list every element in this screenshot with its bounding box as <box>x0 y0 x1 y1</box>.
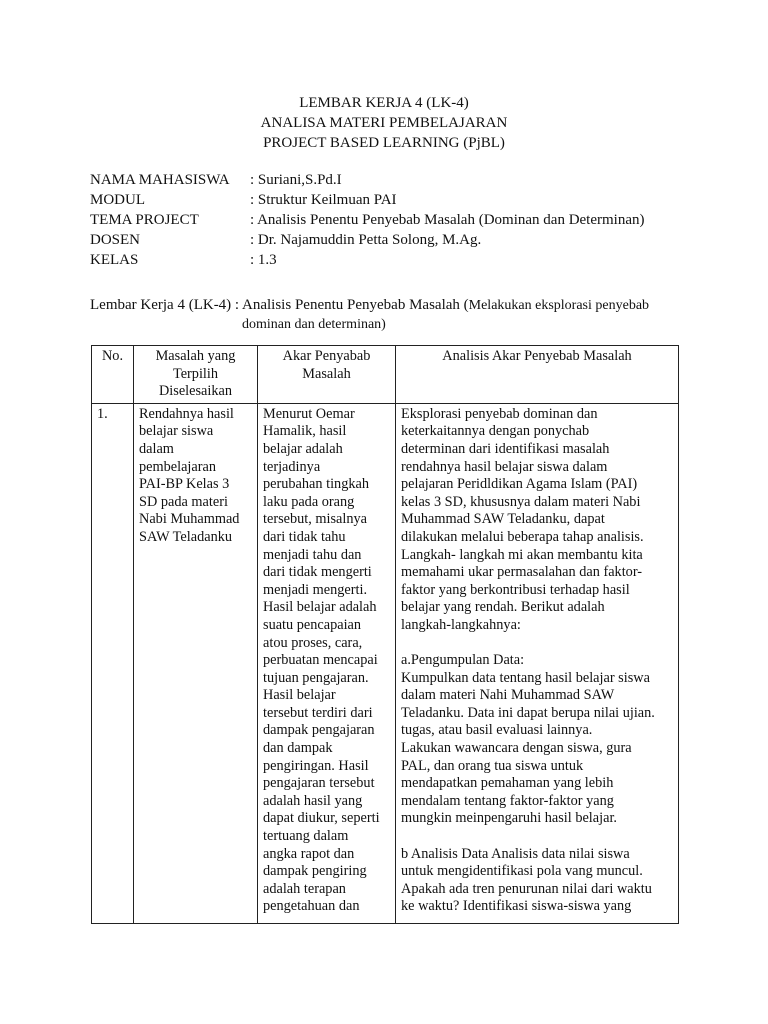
analysis-table <box>91 345 679 924</box>
info-value: : Analisis Penentu Penyebab Masalah (Dominan dan Determinan) <box>250 212 645 228</box>
doc-title-line3: PROJECT BASED LEARNING (PjBL) <box>263 135 505 151</box>
akar-text: Menurut Oemar Hamalik, hasil belajar adalah terjadinya perubahan tingkah laku pada orang tersebut, misalnya dari tidak tahu menjadi tahu dan dari tidak mengerti menjadi mengerti. Hasil belajar adalah suatu pencapaian atou proses, cara, perbuatan mencapai tujuan pengajaran. Hasil belajar tersebut terdiri dari dampak pengajaran dan dampak pengiringan. Hasil pengajaran tersebut adalah hasil yang dapat diukur, seperti tertuang dalam angka rapot dan dampak pengiring adalah terapan pengetahuan dan <box>263 405 380 915</box>
cell-analisis <box>396 403 679 923</box>
info-label: TEMA PROJECT <box>90 212 199 228</box>
header-analisis: Analisis Akar Penyebab Masalah <box>396 346 679 404</box>
header-akar: Akar Penyabab Masalah <box>258 346 396 404</box>
analisis-text: Eksplorasi penyebab dominan dan keterkaitannya dengan ponychab determinan dari identifikasi masalah rendahnya hasil belajar siswa dalam pelajaran Peridldikan Agama Islam (PAI) kelas 3 SD, khususnya dalam materi Nabi Muhammad SAW Teladanku, dapat dilakukan melalui beberapa tahap analisis. Langkah- langkah mi akan membantu kita memahami ukar permasalahan dan faktor- faktor yang berkontribusi terhadap hasil belajar yang rendah. Berikut adalah langkah-langkahnya: a.Pengumpulan Data: Kumpulkan data tentang hasil belajar siswa dalam materi Nahi Muhammad SAW Teladanku. Data ini dapat berupa nilai ujian. tugas, atau basil evaluasi lainnya. Lakukan wawancara dengan siswa, gura PAL, dan orang tua siswa untuk mendapatkan pemahaman yang lebih mendalam tentang faktor-faktor yang mungkin meinpengaruhi hasil belajar. b Analisis Data Analisis data nilai siswa untuk mengidentifikasi pola vang muncul. Apakah ada tren penurunan nilai dari waktu ke waktu? Identifikasi siswa-siswa yang <box>401 405 655 915</box>
doc-title-line1: LEMBAR KERJA 4 (LK-4) <box>299 95 469 111</box>
info-label: NAMA MAHASISWA <box>90 172 230 188</box>
table-row <box>92 403 679 923</box>
worksheet-subtitle <box>90 296 690 334</box>
info-row-modul <box>90 190 645 210</box>
cell-no <box>92 403 134 923</box>
info-row-kelas <box>90 250 645 270</box>
info-label: DOSEN <box>90 232 141 248</box>
info-value: : Dr. Najamuddin Petta Solong, M.Ag. <box>250 232 482 248</box>
info-value: : Struktur Keilmuan PAI <box>250 192 397 208</box>
student-info-block <box>90 170 645 270</box>
info-row-tema <box>90 210 645 230</box>
cell-akar <box>258 403 396 923</box>
subtitle-main: Lembar Kerja 4 (LK-4) : Analisis Penentu Penyebab Masalah ( <box>90 297 469 313</box>
table-header-row <box>92 346 679 404</box>
row-number: 1. <box>97 405 108 422</box>
info-row-dosen <box>90 230 645 250</box>
subtitle-continuation: dominan dan determinan) <box>242 317 386 332</box>
info-label: KELAS <box>90 252 139 268</box>
cell-masalah <box>134 403 258 923</box>
masalah-text: Rendahnya hasil belajar siswa dalam pembelajaran PAI-BP Kelas 3 SD pada materi Nabi Muhammad SAW Teladanku <box>139 405 240 545</box>
doc-title-line2: ANALISA MATERI PEMBELAJARAN <box>260 115 508 131</box>
info-value: : Suriani,S.Pd.I <box>250 172 342 188</box>
header-no: No. <box>92 346 134 404</box>
info-row-nama <box>90 170 645 190</box>
subtitle-small: Melakukan eksplorasi penyebab <box>468 298 650 313</box>
info-label: MODUL <box>90 192 145 208</box>
header-masalah: Masalah yang Terpilih Diselesaikan <box>134 346 258 404</box>
info-value: : 1.3 <box>250 252 277 268</box>
